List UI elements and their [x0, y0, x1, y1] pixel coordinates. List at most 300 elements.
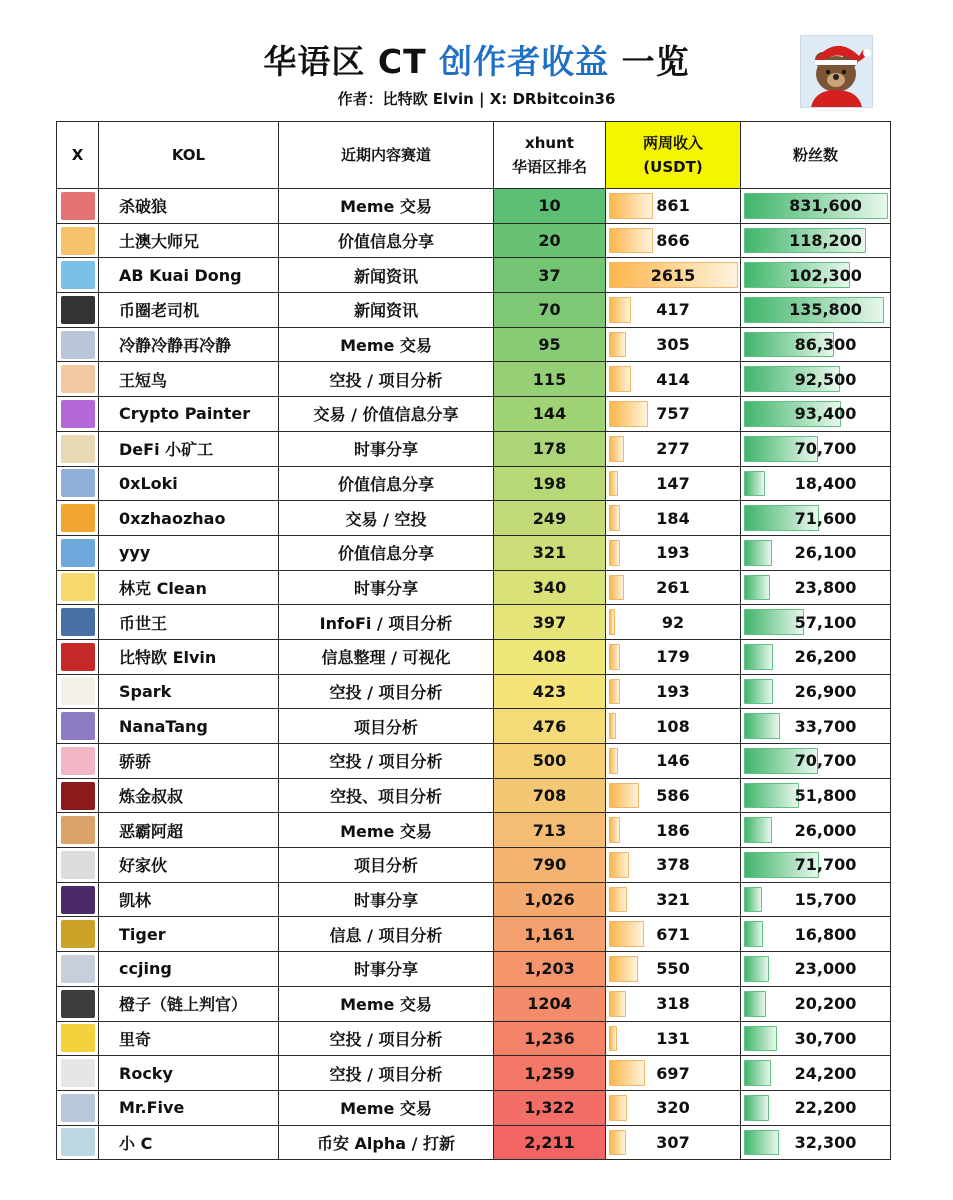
income-cell	[606, 466, 741, 501]
fans-cell	[741, 709, 891, 744]
income-bar	[609, 575, 624, 601]
income-cell	[606, 813, 741, 848]
fans-cell	[741, 223, 891, 258]
income-cell	[606, 1125, 741, 1160]
content-track: 空投、项目分析	[279, 778, 494, 813]
avatar-cat-icon	[61, 747, 95, 775]
income-bar	[609, 193, 653, 219]
title-part-1: 华语区 CT	[263, 42, 440, 81]
fans-cell	[741, 605, 891, 640]
fans-value: 51,800	[794, 786, 857, 806]
income-value: 414	[656, 369, 690, 389]
avatar-shark-icon	[61, 539, 95, 567]
avatar-cell	[57, 293, 99, 328]
rank-cell: 37	[494, 258, 606, 293]
avatar-cell	[57, 1090, 99, 1125]
kol-name: 0xLoki	[99, 466, 279, 501]
content-track: 时事分享	[279, 570, 494, 605]
fans-bar	[744, 575, 770, 601]
avatar-cell	[57, 327, 99, 362]
table-row	[57, 639, 891, 674]
table-row	[57, 189, 891, 224]
avatar-boy-icon	[61, 192, 95, 220]
fans-bar	[744, 540, 772, 566]
income-bar	[609, 1026, 617, 1052]
kol-name: 土澳大师兄	[99, 223, 279, 258]
kol-name: 小 C	[99, 1125, 279, 1160]
rank-cell: 20	[494, 223, 606, 258]
income-cell	[606, 223, 741, 258]
avatar-tiger-coin-icon	[61, 920, 95, 948]
fans-value: 23,800	[794, 577, 857, 597]
avatar-robot-icon	[61, 608, 95, 636]
kol-name: ccjing	[99, 952, 279, 987]
kol-name: NanaTang	[99, 709, 279, 744]
avatar-helmet-icon	[61, 504, 95, 532]
income-cell	[606, 952, 741, 987]
header-fans: 粉丝数	[741, 122, 891, 189]
table-row	[57, 501, 891, 536]
header-track: 近期内容赛道	[279, 122, 494, 189]
income-cell	[606, 570, 741, 605]
income-value: 147	[656, 473, 690, 493]
rank-cell: 476	[494, 709, 606, 744]
kol-name: 比特欧 Elvin	[99, 639, 279, 674]
fans-bar	[744, 679, 773, 705]
fans-cell	[741, 258, 891, 293]
fans-bar	[744, 1095, 769, 1121]
avatar-cell	[57, 1021, 99, 1056]
avatar-cell	[57, 952, 99, 987]
income-bar	[609, 783, 639, 809]
avatar-cell	[57, 917, 99, 952]
avatar-pixel-icon	[61, 400, 95, 428]
kol-name: 冷静冷静再冷静	[99, 327, 279, 362]
kol-name: yyy	[99, 535, 279, 570]
income-bar	[609, 540, 620, 566]
income-value: 193	[656, 543, 690, 563]
income-cell	[606, 327, 741, 362]
fans-cell	[741, 778, 891, 813]
avatar-cell	[57, 189, 99, 224]
avatar-cell	[57, 1056, 99, 1091]
income-value: 131	[656, 1028, 690, 1048]
content-track: 信息 / 项目分析	[279, 917, 494, 952]
fans-value: 118,200	[789, 231, 862, 251]
fans-cell	[741, 848, 891, 883]
content-track: Meme 交易	[279, 189, 494, 224]
income-bar	[609, 1095, 627, 1121]
avatar-cartoon-face-icon	[61, 365, 95, 393]
table-row	[57, 917, 891, 952]
avatar-yellow-icon	[61, 1024, 95, 1052]
kol-name: Crypto Painter	[99, 397, 279, 432]
bear-santa-avatar-icon	[800, 35, 873, 108]
content-track: Meme 交易	[279, 986, 494, 1021]
income-value: 550	[656, 959, 690, 979]
fans-value: 70,700	[794, 439, 857, 459]
rank-cell: 1,322	[494, 1090, 606, 1125]
rank-cell: 1,259	[494, 1056, 606, 1091]
table-row	[57, 1056, 891, 1091]
fans-value: 22,200	[794, 1098, 857, 1118]
income-value: 321	[656, 890, 690, 910]
income-cell	[606, 501, 741, 536]
income-cell	[606, 674, 741, 709]
income-cell	[606, 1056, 741, 1091]
rank-cell: 95	[494, 327, 606, 362]
content-track: 时事分享	[279, 431, 494, 466]
income-bar	[609, 228, 653, 254]
rank-cell: 321	[494, 535, 606, 570]
rank-cell: 144	[494, 397, 606, 432]
income-cell	[606, 882, 741, 917]
rank-cell: 708	[494, 778, 606, 813]
income-bar	[609, 991, 626, 1017]
rank-cell: 178	[494, 431, 606, 466]
fans-bar	[744, 1130, 779, 1156]
avatar-gold-mask-icon	[61, 227, 95, 255]
fans-cell	[741, 813, 891, 848]
header-rank-line-1: xhunt	[525, 134, 574, 152]
table-row	[57, 397, 891, 432]
income-value: 307	[656, 1132, 690, 1152]
fans-value: 831,600	[789, 196, 862, 216]
fans-cell	[741, 1056, 891, 1091]
content-track: 项目分析	[279, 848, 494, 883]
fans-value: 18,400	[794, 473, 857, 493]
fans-cell	[741, 1090, 891, 1125]
fans-value: 135,800	[789, 300, 862, 320]
creator-earnings-table	[56, 121, 891, 1160]
content-track: 价值信息分享	[279, 535, 494, 570]
fans-bar	[744, 1026, 777, 1052]
fans-value: 26,900	[794, 681, 857, 701]
fans-bar	[744, 887, 762, 913]
avatar-cell	[57, 986, 99, 1021]
income-value: 586	[656, 786, 690, 806]
fans-cell	[741, 952, 891, 987]
fans-value: 24,200	[794, 1063, 857, 1083]
income-value: 146	[656, 751, 690, 771]
income-value: 757	[656, 404, 690, 424]
header-rank	[494, 122, 606, 189]
avatar-spark-icon	[61, 677, 95, 705]
fans-value: 86,300	[794, 335, 857, 355]
kol-name: AB Kuai Dong	[99, 258, 279, 293]
income-cell	[606, 986, 741, 1021]
table-row	[57, 1125, 891, 1160]
fans-bar	[744, 991, 766, 1017]
income-cell	[606, 258, 741, 293]
content-track: 空投 / 项目分析	[279, 362, 494, 397]
table-row	[57, 1090, 891, 1125]
income-bar	[609, 644, 620, 670]
avatar-link-icon	[61, 573, 95, 601]
avatar-miner-icon	[61, 435, 95, 463]
income-cell	[606, 189, 741, 224]
fans-cell	[741, 501, 891, 536]
income-cell	[606, 362, 741, 397]
content-track: InfoFi / 项目分析	[279, 605, 494, 640]
income-value: 2615	[650, 265, 696, 285]
income-value: 261	[656, 577, 690, 597]
fans-value: 71,600	[794, 508, 857, 528]
income-bar	[609, 713, 616, 739]
fans-cell	[741, 293, 891, 328]
income-bar	[609, 748, 618, 774]
header-income-line-1: 两周收入	[642, 134, 703, 152]
income-cell	[606, 639, 741, 674]
content-track: 交易 / 价值信息分享	[279, 397, 494, 432]
content-track: 空投 / 项目分析	[279, 744, 494, 779]
kol-name: 骄骄	[99, 744, 279, 779]
header-kol: KOL	[99, 122, 279, 189]
avatar-cell	[57, 258, 99, 293]
fans-value: 26,200	[794, 647, 857, 667]
content-track: Meme 交易	[279, 1090, 494, 1125]
income-value: 179	[656, 647, 690, 667]
kol-name: 好家伙	[99, 848, 279, 883]
fans-bar	[744, 783, 799, 809]
fans-bar	[744, 817, 772, 843]
rank-cell: 1,203	[494, 952, 606, 987]
table-row	[57, 223, 891, 258]
rank-cell: 397	[494, 605, 606, 640]
kol-name: 王短鸟	[99, 362, 279, 397]
table-row	[57, 1021, 891, 1056]
table-row	[57, 674, 891, 709]
kol-name: 币世王	[99, 605, 279, 640]
avatar-red-mask-icon	[61, 782, 95, 810]
avatar-purple-icon	[61, 886, 95, 914]
income-bar	[609, 505, 620, 531]
table-row	[57, 986, 891, 1021]
kol-name: 里奇	[99, 1021, 279, 1056]
table-row	[57, 744, 891, 779]
rank-cell: 2,211	[494, 1125, 606, 1160]
fans-bar	[744, 921, 763, 947]
rank-cell: 198	[494, 466, 606, 501]
table-row	[57, 952, 891, 987]
income-value: 186	[656, 820, 690, 840]
fans-cell	[741, 466, 891, 501]
fans-cell	[741, 674, 891, 709]
rank-cell: 10	[494, 189, 606, 224]
header-rank-line-2: 华语区排名	[511, 158, 587, 176]
avatar-sketch-icon	[61, 851, 95, 879]
table-row	[57, 535, 891, 570]
fans-cell	[741, 535, 891, 570]
avatar-cell	[57, 639, 99, 674]
fans-cell	[741, 189, 891, 224]
fans-cell	[741, 327, 891, 362]
rank-cell: 713	[494, 813, 606, 848]
avatar-cell	[57, 570, 99, 605]
avatar-white-icon	[61, 1059, 95, 1087]
table-row	[57, 362, 891, 397]
avatar-cell	[57, 1125, 99, 1160]
content-track: 新闻资讯	[279, 293, 494, 328]
income-cell	[606, 709, 741, 744]
avatar-cell	[57, 744, 99, 779]
fans-value: 33,700	[794, 716, 857, 736]
table-row	[57, 605, 891, 640]
kol-name: 币圈老司机	[99, 293, 279, 328]
income-value: 378	[656, 855, 690, 875]
table-row	[57, 848, 891, 883]
rank-cell: 500	[494, 744, 606, 779]
income-bar	[609, 921, 644, 947]
kol-name: 恶霸阿超	[99, 813, 279, 848]
fans-value: 20,200	[794, 994, 857, 1014]
income-value: 318	[656, 994, 690, 1014]
income-cell	[606, 778, 741, 813]
income-bar	[609, 817, 620, 843]
fans-cell	[741, 1021, 891, 1056]
table-row	[57, 778, 891, 813]
income-value: 866	[656, 231, 690, 251]
income-value: 697	[656, 1063, 690, 1083]
avatar-anime-girl-icon	[61, 712, 95, 740]
fans-cell	[741, 397, 891, 432]
table-row	[57, 882, 891, 917]
content-track: 新闻资讯	[279, 258, 494, 293]
avatar-cell	[57, 397, 99, 432]
income-bar	[609, 609, 615, 635]
table-row	[57, 293, 891, 328]
fans-bar	[744, 644, 773, 670]
content-track: 时事分享	[279, 882, 494, 917]
avatar-cell	[57, 709, 99, 744]
avatar-pixel-dog-icon	[61, 816, 95, 844]
income-cell	[606, 397, 741, 432]
table-row	[57, 327, 891, 362]
income-cell	[606, 293, 741, 328]
content-track: 价值信息分享	[279, 466, 494, 501]
kol-name: 林克 Clean	[99, 570, 279, 605]
table-row	[57, 709, 891, 744]
income-value: 305	[656, 335, 690, 355]
fans-bar	[744, 1060, 771, 1086]
table-row	[57, 431, 891, 466]
content-track: 空投 / 项目分析	[279, 674, 494, 709]
income-value: 417	[656, 300, 690, 320]
fans-cell	[741, 986, 891, 1021]
income-cell	[606, 917, 741, 952]
fans-value: 30,700	[794, 1028, 857, 1048]
kol-name: 炼金叔叔	[99, 778, 279, 813]
avatar-cell	[57, 466, 99, 501]
content-track: 时事分享	[279, 952, 494, 987]
kol-name: 橙子（链上判官）	[99, 986, 279, 1021]
title-part-2: 一览	[609, 42, 690, 81]
rank-cell: 423	[494, 674, 606, 709]
content-track: 空投 / 项目分析	[279, 1021, 494, 1056]
avatar-cell	[57, 848, 99, 883]
avatar-anime-blue-icon	[61, 331, 95, 359]
fans-cell	[741, 431, 891, 466]
kol-name: Mr.Five	[99, 1090, 279, 1125]
fans-bar	[744, 471, 765, 497]
fans-value: 32,300	[794, 1132, 857, 1152]
fans-value: 57,100	[794, 612, 857, 632]
fans-value: 70,700	[794, 751, 857, 771]
fans-value: 102,300	[789, 265, 862, 285]
income-value: 92	[661, 612, 685, 632]
content-track: 交易 / 空投	[279, 501, 494, 536]
avatar-cell	[57, 362, 99, 397]
avatar-cell	[57, 501, 99, 536]
kol-name: Rocky	[99, 1056, 279, 1091]
kol-name: DeFi 小矿工	[99, 431, 279, 466]
rank-cell: 115	[494, 362, 606, 397]
fans-value: 92,500	[794, 369, 857, 389]
content-track: Meme 交易	[279, 813, 494, 848]
rank-cell: 1204	[494, 986, 606, 1021]
fans-value: 15,700	[794, 890, 857, 910]
fans-cell	[741, 570, 891, 605]
rank-cell: 340	[494, 570, 606, 605]
rank-cell: 1,236	[494, 1021, 606, 1056]
kol-name: Tiger	[99, 917, 279, 952]
rank-cell: 408	[494, 639, 606, 674]
fans-bar	[744, 713, 780, 739]
income-bar	[609, 1060, 645, 1086]
fans-cell	[741, 744, 891, 779]
content-track: 币安 Alpha / 打新	[279, 1125, 494, 1160]
rank-cell: 249	[494, 501, 606, 536]
table-row	[57, 466, 891, 501]
avatar-snow-icon	[61, 1094, 95, 1122]
title-highlight: 创作者收益	[439, 42, 610, 81]
income-cell	[606, 744, 741, 779]
table-row	[57, 258, 891, 293]
content-track: Meme 交易	[279, 327, 494, 362]
avatar-bear-icon	[61, 643, 95, 671]
header-income	[606, 122, 741, 189]
income-bar	[609, 887, 627, 913]
income-value: 671	[656, 924, 690, 944]
kol-name: 杀破狼	[99, 189, 279, 224]
kol-name: 凯林	[99, 882, 279, 917]
income-cell	[606, 1090, 741, 1125]
fans-cell	[741, 362, 891, 397]
income-cell	[606, 605, 741, 640]
avatar-cell	[57, 223, 99, 258]
income-cell	[606, 1021, 741, 1056]
income-cell	[606, 431, 741, 466]
content-track: 项目分析	[279, 709, 494, 744]
avatar-cell	[57, 535, 99, 570]
income-bar	[609, 956, 638, 982]
table-row	[57, 570, 891, 605]
header-x: X	[57, 122, 99, 189]
income-value: 277	[656, 439, 690, 459]
avatar-black-eyes-icon	[61, 296, 95, 324]
income-cell	[606, 535, 741, 570]
avatar-photo-icon	[61, 261, 95, 289]
income-value: 861	[656, 196, 690, 216]
income-bar	[609, 1130, 626, 1156]
fans-cell	[741, 1125, 891, 1160]
avatar-penguin-icon	[61, 1128, 95, 1156]
table-header-row	[57, 122, 891, 189]
content-track: 价值信息分享	[279, 223, 494, 258]
author-subtitle: 作者：比特欧 Elvin | X: DRbitcoin36	[337, 90, 616, 108]
avatar-cell	[57, 674, 99, 709]
fans-bar	[744, 956, 769, 982]
